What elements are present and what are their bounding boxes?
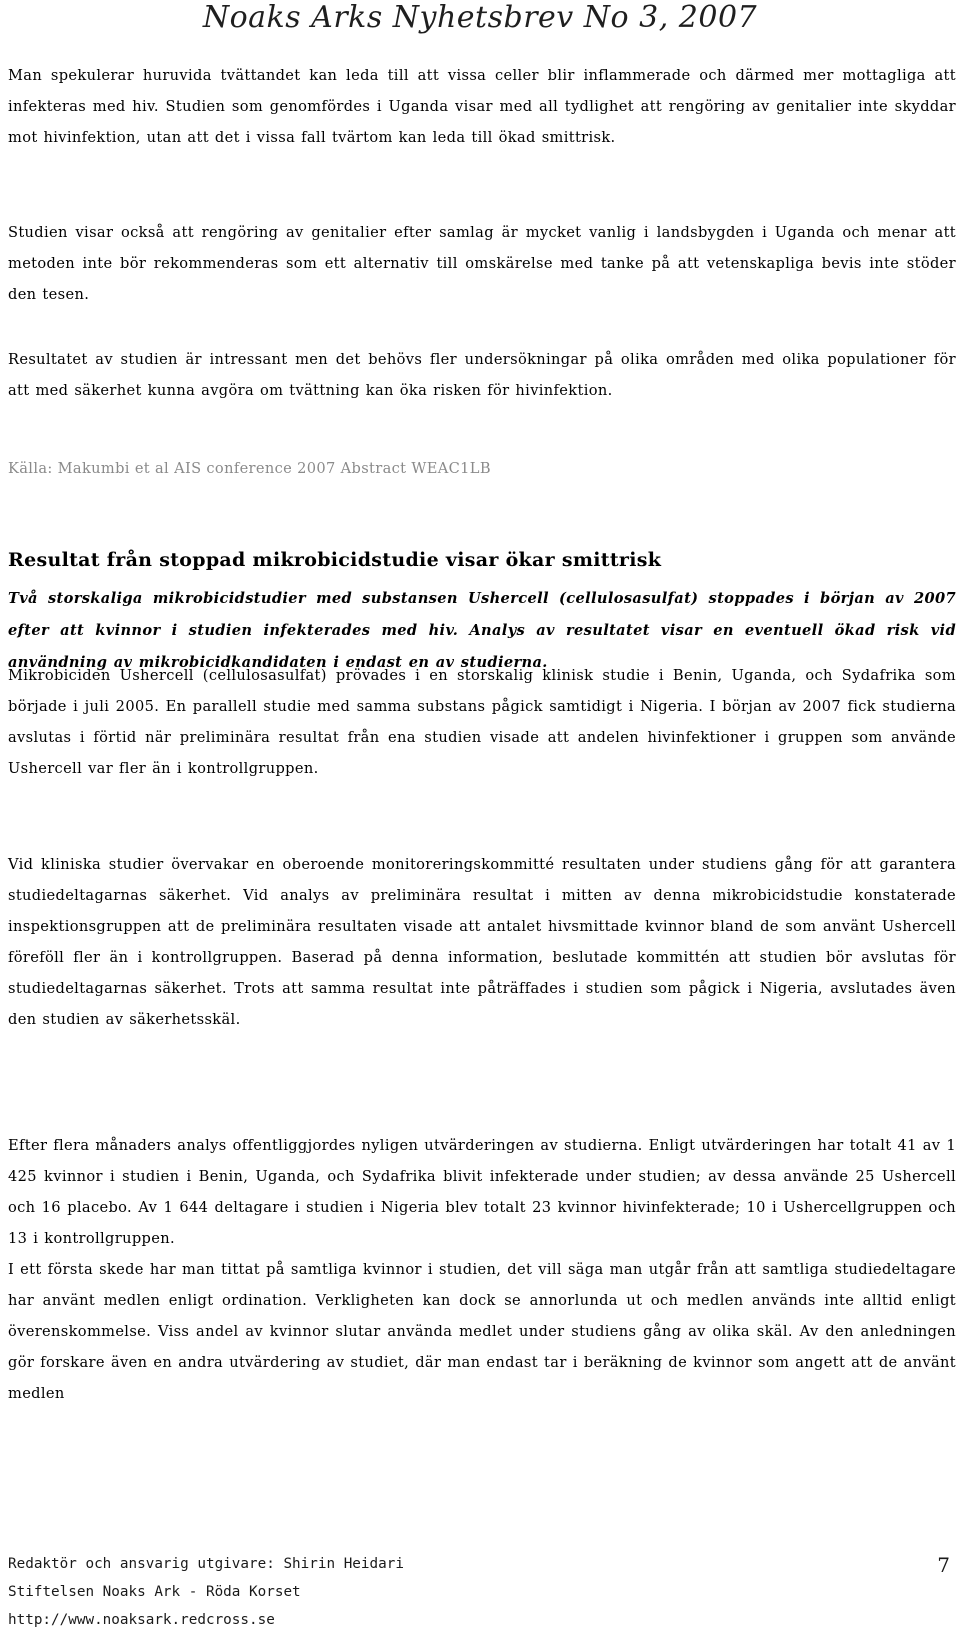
article2-heading: Resultat från stoppad mikrobicidstudie visar ökar smittrisk [8,549,662,571]
article1-paragraph-2: Studien visar också att rengöring av genitalier efter samlag är mycket vanlig i landsbygden i Uganda och menar att metoden inte bör rekommenderas som ett alternativ till omskärelse med tanke på att vetenskapliga bevis inte stöder den tesen. [8,224,956,303]
footer-url-link[interactable]: http://www.noaksark.redcross.se [8,1612,275,1628]
article1-source: Källa: Makumbi et al AIS conference 2007 Abstract WEAC1LB [8,460,491,477]
article2-paragraph-4: I ett första skede har man tittat på samtliga kvinnor i studien, det vill säga man utgår från att samtliga studiedeltagare har använt medlen enligt ordination. Verkligheten kan dock se annorlunda ut och medlen används inte alltid enligt överenskommelse. Viss andel av kvinnor slutar använda medlet under studiens gång av olika skäl. Av den anledningen gör forskare även en andra utvärdering av studiet, där man endast tar i beräkning de kvinnor som angett att de använt medlen [8,1261,956,1402]
article2-lead: Två storskaliga mikrobicidstudier med substansen Ushercell (cellulosasulfat) stoppades i början av 2007 efter att kvinnor i studien infekterades med hiv. Analys av resultatet visar en eventuell ökad risk vid användning av mikrobicidkandidaten i endast en av studierna. [8,590,956,671]
page-number: 7 [937,1553,950,1577]
article1-paragraph-1: Man spekulerar huruvida tvättandet kan leda till att vissa celler blir inflammerade och därmed mer mottagliga att infekteras med hiv. Studien som genomfördes i Uganda visar med all tydlighet att rengöring av genitalier inte skyddar mot hivinfektion, utan att det i vissa fall tvärtom kan leda till ökad smittrisk. [8,67,956,146]
article1-paragraph-3: Resultatet av studien är intressant men det behövs fler undersökningar på olika områden med olika populationer för att med säkerhet kunna avgöra om tvättning kan öka risken för hivinfektion. [8,351,956,399]
newsletter-title: Noaks Arks Nyhetsbrev No 3, 2007 [202,0,758,35]
footer-editor: Redaktör och ansvarig utgivare: Shirin Heidari [8,1556,404,1572]
footer [8,1550,404,1634]
footer-organization: Stiftelsen Noaks Ark - Röda Korset [8,1584,301,1600]
article2-paragraph-2: Vid kliniska studier övervakar en oberoende monitoreringskommitté resultaten under studiens gång för att garantera studiedeltagarnas säkerhet. Vid analys av preliminära resultat i mitten av denna mikrobicidstudie konstaterade inspektionsgruppen att de preliminära resultaten visade att antalet hivsmittade kvinnor bland de som använt Ushercell föreföll fler än i kontrollgruppen. Baserad på denna information, beslutade kommittén att studien bör avslutas för studiedeltagarnas säkerhet. Trots att samma resultat inte påträffades i studien som pågick i Nigeria, avslutades även den studien av säkerhetsskäl. [8,856,956,1028]
article2-paragraph-1: Mikrobiciden Ushercell (cellulosasulfat) prövades i en storskalig klinisk studie i Benin, Uganda, och Sydafrika som började i juli 2005. En parallell studie med samma substans pågick samtidigt i Nigeria. I början av 2007 fick studierna avslutas i förtid när preliminära resultat från ena studien visade att andelen hivinfektioner i gruppen som använde Ushercell var fler än i kontrollgruppen. [8,667,956,777]
article2-paragraph-3: Efter flera månaders analys offentliggjordes nyligen utvärderingen av studierna. Enligt utvärderingen har totalt 41 av 1 425 kvinnor i studien i Benin, Uganda, och Sydafrika blivit infekterade under studien; av dessa använde 25 Ushercell och 16 placebo. Av 1 644 deltagare i studien i Nigeria blev totalt 23 kvinnor hivinfekterade; 10 i Ushercellgruppen och 13 i kontrollgruppen. [8,1137,956,1247]
